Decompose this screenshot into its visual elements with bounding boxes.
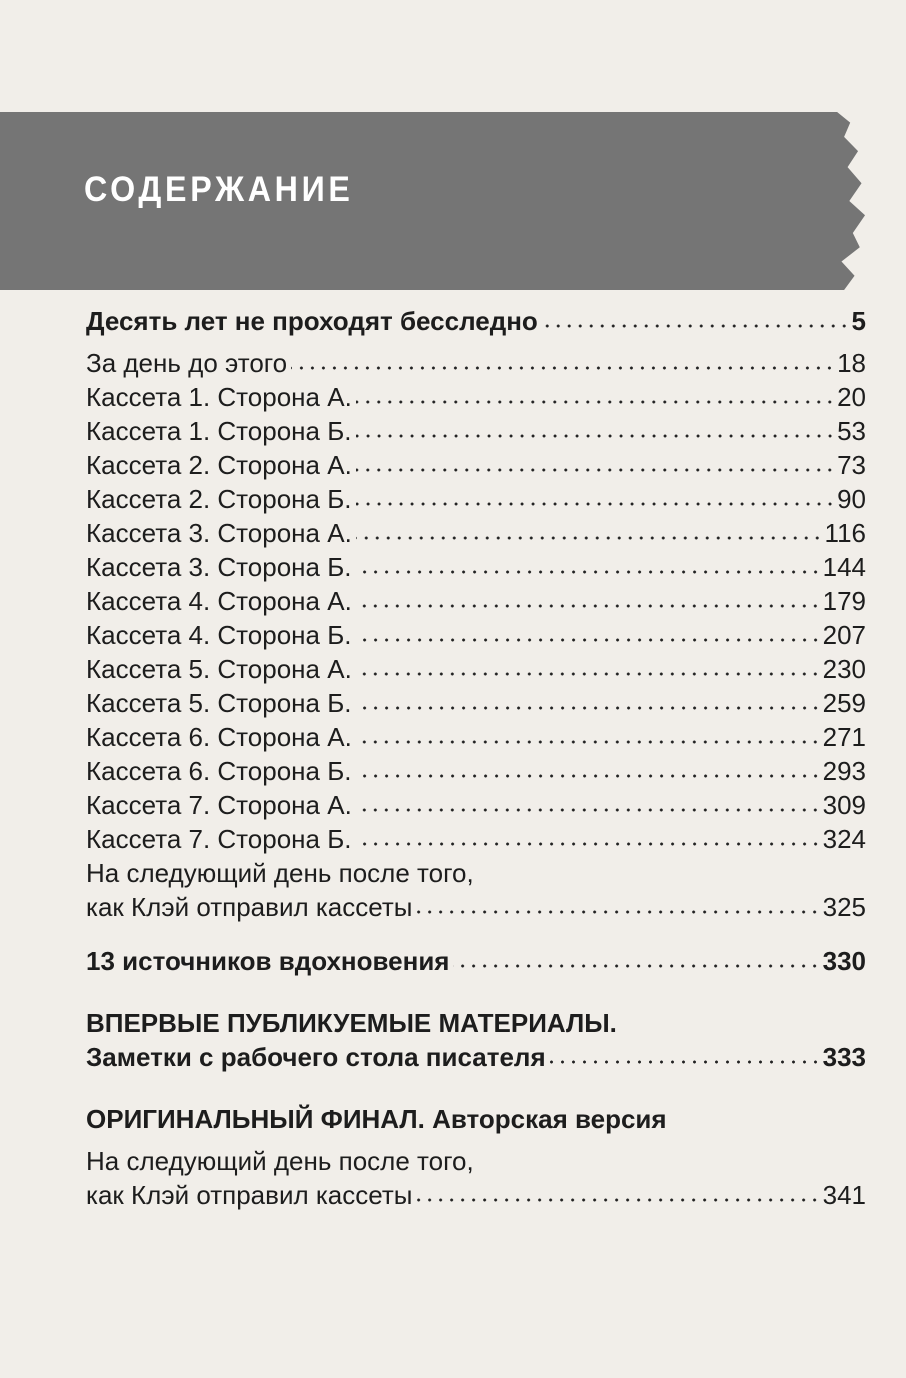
dot-leader	[291, 363, 835, 373]
toc-entry-page: 5	[851, 306, 866, 336]
toc-entry-materials[interactable]	[86, 1040, 866, 1074]
toc-entry[interactable]	[86, 652, 866, 686]
table-of-contents	[86, 304, 866, 1212]
toc-entry-page: 309	[822, 790, 866, 820]
toc-entry-label: Кассета 4. Сторона Б.	[86, 620, 352, 650]
toc-entry-label: Кассета 5. Сторона А.	[86, 654, 352, 684]
toc-entry-page: 293	[822, 756, 866, 786]
toc-entry-label: За день до этого	[86, 348, 288, 378]
toc-entry[interactable]	[86, 380, 866, 414]
toc-entry-label: Кассета 2. Сторона А.	[86, 450, 352, 480]
toc-entry[interactable]	[86, 414, 866, 448]
toc-entry-label: Кассета 1. Сторона А.	[86, 382, 352, 412]
dot-leader	[356, 465, 835, 475]
section-heading-rest: Авторская версия	[424, 1104, 667, 1134]
toc-entry-page: 325	[822, 892, 866, 922]
dot-leader	[356, 839, 821, 849]
dot-leader	[416, 907, 820, 917]
toc-entry[interactable]	[86, 448, 866, 482]
toc-entry-label: как Клэй отправил кассеты	[86, 1180, 413, 1210]
dot-leader	[453, 961, 820, 971]
toc-entry[interactable]	[86, 720, 866, 754]
section-heading-materials: ВПЕРВЫЕ ПУБЛИКУЕМЫЕ МАТЕРИАЛЫ.	[86, 1008, 617, 1038]
dot-leader	[356, 635, 821, 645]
page-title: СОДЕРЖАНИЕ	[84, 170, 354, 209]
toc-entry-label: Заметки с рабочего стола писателя	[86, 1042, 546, 1072]
toc-entry-page: 144	[822, 552, 866, 582]
toc-entry[interactable]	[86, 550, 866, 584]
toc-entry-page: 324	[822, 824, 866, 854]
toc-entry-page: 116	[824, 518, 866, 548]
toc-entry-label: Кассета 2. Сторона Б.	[86, 484, 352, 514]
toc-entry[interactable]	[86, 822, 866, 856]
dot-leader	[356, 771, 821, 781]
toc-entry[interactable]	[86, 482, 866, 516]
toc-entry-page: 18	[837, 348, 866, 378]
toc-entry-page: 330	[822, 946, 866, 976]
toc-entry-label: Кассета 7. Сторона А.	[86, 790, 352, 820]
toc-entry-line: На следующий день после того,	[86, 858, 474, 888]
section-heading-caps: ОРИГИНАЛЬНЫЙ ФИНАЛ.	[86, 1104, 425, 1134]
toc-entry[interactable]	[86, 788, 866, 822]
dot-leader	[356, 431, 836, 441]
toc-entry-next-day[interactable]	[86, 890, 866, 924]
dot-leader	[416, 1195, 820, 1205]
toc-entry[interactable]	[86, 618, 866, 652]
toc-entry-label: Кассета 6. Сторона А.	[86, 722, 352, 752]
toc-entry[interactable]	[86, 754, 866, 788]
dot-leader	[356, 805, 821, 815]
toc-entry-original[interactable]	[86, 1178, 866, 1212]
toc-entry-sources[interactable]	[86, 944, 866, 978]
toc-entry-label: Кассета 6. Сторона Б.	[86, 756, 352, 786]
dot-leader	[356, 567, 821, 577]
toc-entry[interactable]	[86, 686, 866, 720]
toc-entry-page: 333	[822, 1042, 866, 1072]
toc-entry-intro[interactable]	[86, 304, 866, 338]
dot-leader	[356, 601, 821, 611]
toc-entry-label: Кассета 3. Сторона А.	[86, 518, 352, 548]
toc-entry-page: 341	[822, 1180, 866, 1210]
toc-entry-page: 259	[822, 688, 866, 718]
toc-entry-page: 207	[822, 620, 866, 650]
dot-leader	[356, 397, 835, 407]
toc-entry-label: Кассета 4. Сторона А.	[86, 586, 352, 616]
toc-entry-label: Десять лет не проходят бесследно	[86, 306, 538, 336]
toc-entry[interactable]	[86, 346, 866, 380]
toc-entry-label: Кассета 1. Сторона Б.	[86, 416, 352, 446]
toc-entry-label: Кассета 5. Сторона Б.	[86, 688, 352, 718]
toc-entry-line: На следующий день после того,	[86, 1146, 474, 1176]
dot-leader	[356, 669, 821, 679]
dot-leader	[542, 321, 850, 331]
toc-entry-page: 90	[837, 484, 866, 514]
toc-entry-page: 20	[837, 382, 866, 412]
toc-entry-label: Кассета 3. Сторона Б.	[86, 552, 352, 582]
dot-leader	[356, 703, 821, 713]
toc-entry-label: Кассета 7. Сторона Б.	[86, 824, 352, 854]
toc-entry-label: как Клэй отправил кассеты	[86, 892, 413, 922]
dot-leader	[550, 1057, 821, 1067]
dot-leader	[356, 499, 836, 509]
toc-entry-page: 73	[837, 450, 866, 480]
chapter-list	[86, 346, 866, 856]
toc-entry-label: 13 источников вдохновения	[86, 946, 450, 976]
toc-entry-page: 230	[822, 654, 866, 684]
toc-entry[interactable]	[86, 516, 866, 550]
dot-leader	[356, 533, 823, 543]
toc-entry-page: 271	[822, 722, 866, 752]
dot-leader	[356, 737, 821, 747]
section-heading-original	[86, 1102, 866, 1136]
toc-entry[interactable]	[86, 584, 866, 618]
toc-entry-page: 53	[837, 416, 866, 446]
toc-entry-page: 179	[822, 586, 866, 616]
